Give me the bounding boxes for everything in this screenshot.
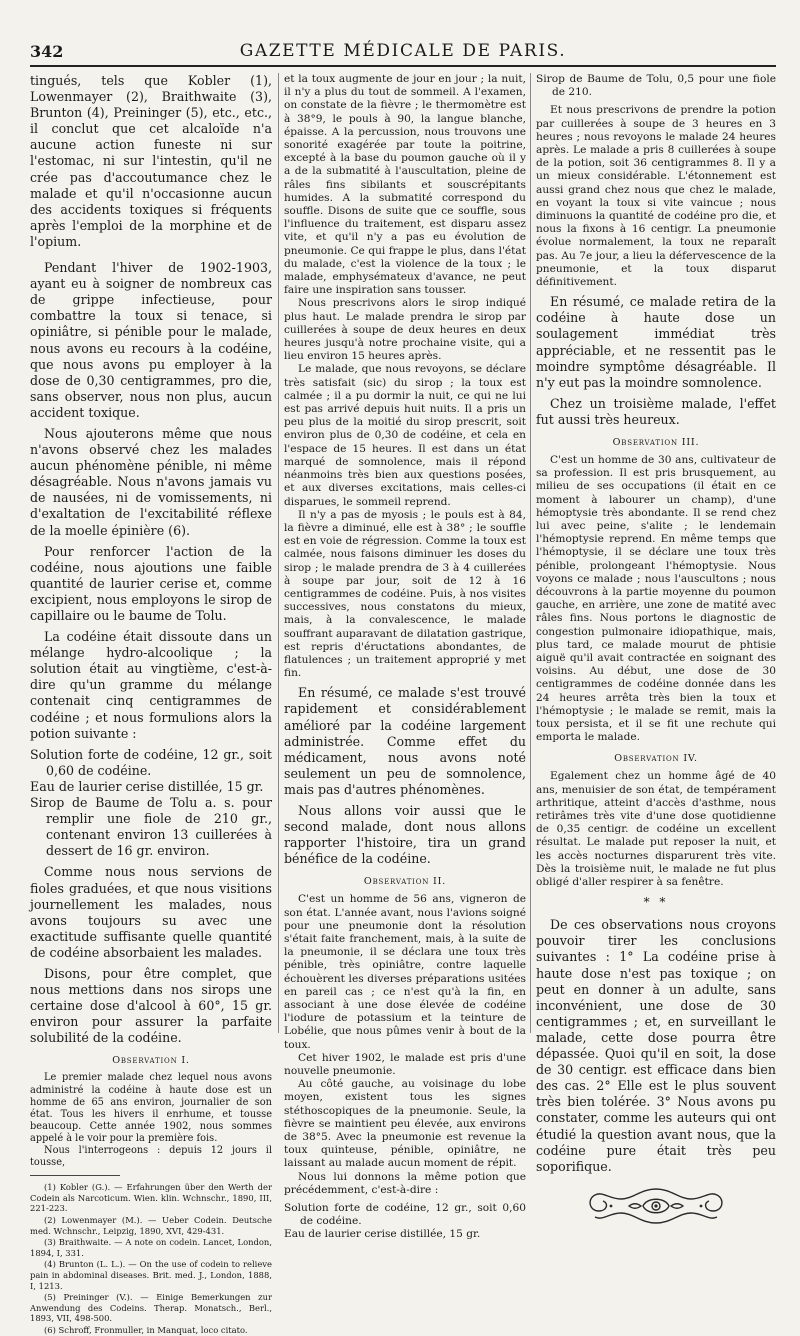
header-rule	[30, 65, 776, 67]
footnote: (1) Kobler (G.). — Erfahrungen über den Werth der Codein als Narcoticum. Wien. klin. Wchnschr., 1890, III, 221-223.	[30, 1182, 272, 1214]
body-paragraph: Nous prescrivons alors le sirop indiqué plus haut. Le malade prendra le sirop par cuillerées à soupe de deux heures en deux heures jusqu'à notre prochaine visite, qui a lieu environ 15 heures après.	[284, 297, 526, 363]
body-paragraph: Nous l'interrogeons : depuis 12 jours il tousse,	[30, 1145, 272, 1169]
column-1	[30, 73, 272, 1335]
body-paragraph: En résumé, ce malade s'est trouvé rapidement et considérablement amélioré par la codéine largement administrée. Comme effet du médicament, nous avons noté seulement un peu de somnolence, mais pas d'autres phénomènes.	[284, 685, 526, 797]
formula-line: Solution forte de codéine, 12 gr., soit 0,60 de codéine.	[284, 1202, 526, 1228]
footnote: (2) Lowenmayer (M.). — Ueber Codein. Deutsche med. Wchnschr., Leipzig, 1890, XVI, 429-431.	[30, 1214, 272, 1236]
formula-line: Solution forte de codéine, 12 gr., soit 0,60 de codéine.	[30, 746, 272, 778]
body-paragraph: Nous allons voir aussi que le second malade, dont nous allons rapporter l'histoire, tira un grand bénéfice de la codéine.	[284, 803, 526, 867]
journal-title: GAZETTE MÉDICALE DE PARIS.	[239, 41, 567, 61]
body-paragraph: Nous ajouterons même que nous n'avons observé chez les malades aucun phénomène pénible, ni même désagréable. Nous n'avons jamais vu de nausées, ni de vomissements, ni d'exaltation de l'excitabilité réflexe de la moelle épinière (6).	[30, 425, 272, 538]
observation-heading: Observation III.	[612, 437, 700, 448]
body-paragraph: En résumé, ce malade retira de la codéine à haute dose un soulagement immédiat très appréciable, et ne ressentit pas le moindre symptôme désagréable. Il n'y eut pas la moindre somnolence.	[536, 294, 776, 390]
formula-line: Eau de laurier cerise distillée, 15 gr.	[284, 1228, 481, 1241]
column-rule-right	[530, 73, 531, 1033]
body-paragraph: Chez un troisième malade, l'effet fut aussi très heureux.	[536, 395, 776, 427]
page-number: 342	[30, 42, 64, 61]
body-paragraph: Cet hiver 1902, le malade est pris d'une nouvelle pneumonie.	[284, 1051, 526, 1078]
column-3	[536, 73, 776, 1174]
observation-heading: Observation II.	[363, 876, 447, 888]
observation-heading: Observation I.	[112, 1055, 190, 1067]
footnotes	[30, 1182, 272, 1335]
footnote: (4) Brunton (L. L.). — On the use of codein to relieve pain in abdominal diseases. Brit. med. J., London, 1888, I, 1213.	[30, 1259, 272, 1291]
body-paragraph: Le malade, que nous revoyons, se déclare très satisfait (sic) du sirop ; la toux est calmée ; il a pu dormir la nuit, ce qui ne lui est pas arrivé depuis huit nuits. Il a pris un peu plus de la moitié du sirop prescrit, soit environ plus de 0,30 de codéine, et cela en l'espace de 15 heures. Il est dans un état marqué de somnolence, mais il répond néanmoins très bien aux questions posées, et aux diverses excitations, mais celles-ci disparues, le sommeil reprend.	[284, 363, 526, 508]
column-rule-left	[278, 73, 279, 1033]
body-paragraph: Au côté gauche, au voisinage du lobe moyen, existent tous les signes stéthoscopiques de la pneumonie. Seule, la fièvre se maintient peu élevée, aux environs de 38°5. Avec la pneumonie est revenue la toux quinteuse, pénible, opiniâtre, ne laissant au malade aucun moment de répit.	[284, 1078, 526, 1170]
body-paragraph: Pour renforcer l'action de la codéine, nous ajoutions une faible quantité de laurier cerise et, comme excipient, nous employons le sirop de capillaire ou le baume de Tolu.	[30, 543, 272, 623]
observation-heading: Observation IV.	[614, 753, 698, 765]
body-paragraph: Comme nous nous servions de fioles graduées, et que nous visitions journellement les malades, nous avons toujours su avec une exactitude suffisante quelle quantité de codéine absorbaient les malades.	[30, 864, 272, 960]
body-paragraph: C'est un homme de 30 ans, cultivateur de sa profession. Il est pris brusquement, au milieu de ses occupations (il était en ce moment à labourer un champ), d'une hémoptysie très abondante. Il se rend chez lui avec peine, s'alite ; le lendemain l'hémoptysie reprend. En même temps que l'hémoptysie, il se déclare une toux très pénible, prolongeant l'hémoptysie. Nous voyons ce malade ; nous l'auscultons ; nous découvrons à la partie moyenne du poumon gauche, en arrière, une zone de matité avec râles fins. Nous portons le diagnostic de congestion pulmonaire idiopathique, mais, plus tard, ce malade mourut de phtisie aiguë qu'il avait contractée en soignant des voisins. Au début, une dose de 30 centigrammes de codéine donnée dans les 24 heures arrêta très bien la toux et l'hémoptysie ; le malade se remit, mais la toux persista, et il se fit une rechute qui emporta le malade.	[536, 454, 776, 744]
formula-line: Sirop de Baume de Tolu a. s. pour remplir une fiole de 210 gr., contenant environ 13 cuillerées à dessert de 16 gr. environ.	[30, 795, 272, 859]
footnote-rule	[30, 1175, 120, 1176]
body-paragraph: et la toux augmente de jour en jour ; la nuit, il n'y a plus du tout de sommeil. A l'examen, on constate de la fièvre ; le thermomètre est à 38°9, le pouls à 90, la langue blanche, épaisse. A la percussion, nous trouvons une sonorité exagérée par toute la poitrine, excepté à la base du poumon gauche où il y a de la submatité à l'auscultation, pleine de râles fins sibilants et souscrépitants humides. A la submatité correspond du souffle. Disons de suite que ce souffle, sous l'influence du traitement, est disparu assez vite, et qu'il n'y a pas eu évolution de pneumonie. Ce qui frappe le plus, dans l'état du malade, c'est la violence de la toux ; le malade, emphysémateux d'avance, ne peut faire une inspiration sans tousser.	[284, 73, 526, 297]
body-paragraph: Et nous prescrivons de prendre la potion par cuillerées à soupe de 3 heures en 3 heures ; nous revoyons le malade 24 heures après. Le malade a pris 8 cuillerées à soupe de la potion, soit 36 centigrammes 8. Il y a un mieux considérable. L'étonnement est aussi grand chez nous que chez le malade, en voyant la toux si vite vaincue ; nous diminuons la quantité de codéine pro die, et nous la fixons à 16 centigr. La pneumonie évolue normalement, la toux ne reparaît pas. Au 7e jour, a lieu la défervescence de la pneumonie, et la toux disparut définitivement.	[536, 104, 776, 289]
body-paragraph: Nous lui donnons la même potion que précédemment, c'est-à-dire :	[284, 1170, 526, 1196]
body-paragraph: Disons, pour être complet, que nous mettions dans nos sirops une certaine dose d'alcool à 60°, 15 gr. environ pour assurer la parfaite solubilité de la codéine.	[30, 965, 272, 1046]
body-paragraph: Egalement chez un homme âgé de 40 ans, menuisier de son état, de tempérament arthritique, atteint d'accès d'asthme, nous retirâmes très vite d'une dose quotidienne de 0,35 centigr. de codéine un excellent résultat. Le malade put reposer la nuit, et les accès nocturnes disparurent très vite. Dès la troisième nuit, le malade ne fut plus obligé d'aller respirer à sa fenêtre.	[536, 770, 776, 889]
formula-line: Eau de laurier cerise distillée, 15 gr.	[30, 778, 264, 794]
footnote: (5) Preininger (V.). — Einige Bemerkungen zur Anwendung des Codeins. Therap. Monatsch., Berl., 1893, VII, 498-500.	[30, 1292, 272, 1324]
body-paragraph: La codéine était dissoute dans un mélange hydro-alcoolique ; la solution était au vingtième, c'est-à-dire qu'un gramme du mélange contenait cinq centigrammes de codéine ; et nous formulions alors la potion suivante :	[30, 629, 272, 741]
page-header	[30, 40, 776, 64]
column-2	[284, 73, 526, 1241]
body-paragraph: Pendant l'hiver de 1902-1903, ayant eu à soigner de nombreux cas de grippe infectieuse, pour combattre la toux si tenace, si opiniâtre, si pénible pour le malade, nous avons eu recours à la codéine, que nous avons pu employer à la dose de 0,30 centigrammes, pro die, sans observer, nous non plus, aucun accident toxique.	[30, 260, 272, 420]
body-paragraph: Le premier malade chez lequel nous avons administré la codéine à haute dose est un homme de 65 ans environ, journalier de son état. Tous les hivers il enrhume, et tousse beaucoup. Cette année 1902, nous sommes appelé à le voir pour la première fois.	[30, 1072, 272, 1144]
formula-line: Sirop de Baume de Tolu, 0,5 pour une fiole de 210.	[536, 73, 776, 99]
body-paragraph: C'est un homme de 56 ans, vigneron de son état. L'année avant, nous l'avions soigné pour une pneumonie dont la résolution s'était faite franchement, mais, à la suite de la pneumonie, il se déclara une toux très pénible, très opiniâtre, contre laquelle échouèrent les diverses préparations usitées en pareil cas ; ce n'est qu'à la fin, en associant à une dose élevée de codéine l'iodure de potassium et la teinture de Lobélie, que nous pûmes venir à bout de la toux.	[284, 893, 526, 1051]
footnote: (6) Schroff, Fronmuller, in Manquat, loco citato.	[44, 1324, 248, 1335]
section-stars: * *	[643, 895, 669, 910]
body-paragraph: tingués, tels que Kobler (1), Lowenmayer (2), Braithwaite (3), Brunton (4), Preininger (5), etc., etc., il conclut que cet alcaloïde n'a aucune action funeste ni sur l'estomac, ni sur l'intestin, qu'il ne crée pas d'accoutumance chez le malade et qu'il n'occasionne aucun des accidents toxiques si fréquents après l'emploi de la morphine et de l'opium.	[30, 73, 272, 249]
ornament-icon	[581, 1181, 731, 1231]
body-paragraph: De ces observations nous croyons pouvoir tirer les conclusions suivantes : 1° La codéine prise à haute dose n'est pas toxique ; on peut en donner à un adulte, sans inconvénient, une dose de 30 centigrammes ; et, en surveillant le malade, cette dose pourra être dépassée. Quoi qu'il en soit, la dose de 30 centigr. est efficace dans bien des cas. 2° Elle est le plus souvent très bien tolérée. 3° Nous avons pu constater, comme les auteurs qui ont étudié la question avant nous, que la codéine pure était très peu soporifique.	[536, 917, 776, 1174]
footnote: (3) Braithwaite. — A note on codein. Lancet, London, 1894, I, 331.	[30, 1237, 272, 1258]
body-paragraph: Il n'y a pas de myosis ; le pouls est à 84, la fièvre a diminué, elle est à 38° ; le souffle est en voie de régression. Comme la toux est calmée, nous faisons diminuer les doses du sirop ; le malade prendra de 3 à 4 cuillerées à soupe par jour, soit de 12 à 16 centigrammes de codéine. Puis, à nos visites successives, nous constatons du mieux, mais, à la convalescence, le malade souffrant auparavant de dilatation gastrique, est repris d'éructations abondantes, de flatulences ; un traitement approprié y met fin.	[284, 508, 526, 680]
